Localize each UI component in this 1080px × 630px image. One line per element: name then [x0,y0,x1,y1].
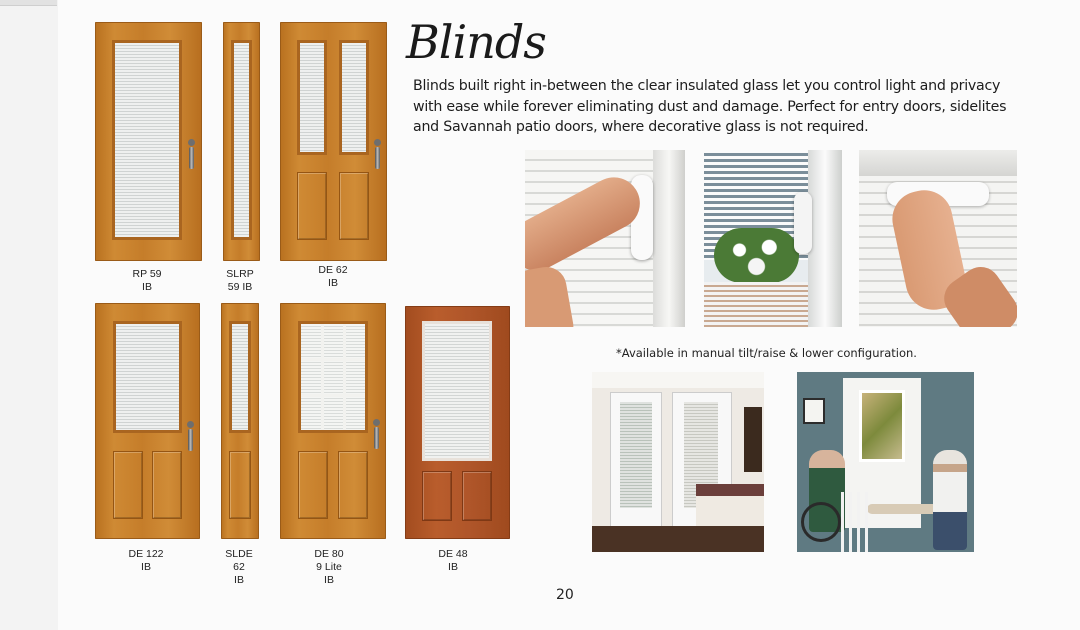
half-lite-blind-glass [113,321,182,433]
half-lite-blind-glass [422,321,492,461]
wrist-image [525,264,577,327]
sidelite-blind-glass [231,40,252,240]
full-lite-blind-glass [112,40,182,240]
left-panel [297,172,327,240]
entry-door-glass [859,390,905,462]
grille-bar [343,324,346,430]
photo-hand-raise-control [859,150,1017,327]
photo-bedroom-patio-doors [592,372,764,552]
left-panel [298,451,328,519]
door-label-slrp59: SLRP 59 IB [226,268,254,293]
door-frame-stile [653,150,685,327]
right-panel [152,451,182,519]
door-label-de122: DE 122 IB [128,548,164,573]
door-rp59 [95,22,202,261]
right-blind-glass [339,40,369,155]
door-label-de62: DE 62 IB [318,264,348,289]
left-door-glass [620,402,652,508]
nine-lite-blind-glass [298,321,368,433]
photo-blinds-outdoor-view [704,150,842,327]
page-corner-tab [0,0,57,6]
door-de80-9lite [280,303,386,539]
door-frame-stile [808,150,842,327]
chair [841,492,871,552]
wall-picture [744,407,762,472]
tilt-slider-knob [794,192,812,254]
sidelite-slde62 [221,303,259,539]
photo-hand-tilt-control [525,150,685,327]
ceiling [592,372,764,388]
wall-art [803,398,825,424]
door-de62 [280,22,387,261]
door-label-de80: DE 80 9 Lite IB [314,548,344,586]
right-panel [339,172,369,240]
left-panel [113,451,143,519]
product-description: Blinds built right in-between the clear insulated glass let you control light and privacy with ease while forever eliminating dust and damage. Perfect for entry doors, sidelites and Savannah patio doors, where decorative glass is not required. [413,78,1007,135]
door-handle-icon [375,147,380,169]
left-panel [422,471,452,521]
door-label-de48: DE 48 IB [438,548,468,573]
sidelite-slrp59 [223,22,260,261]
head-rail [859,150,1017,176]
page-number: 20 [556,587,574,603]
photo-kitchen-couple [797,372,974,552]
floor [592,526,764,552]
door-label-slde62: SLDE 62 IB [225,548,253,586]
right-panel [338,451,368,519]
window-sill [704,282,808,327]
flower-bush [714,228,799,283]
sidelite-panel [229,451,251,519]
door-de48 [405,306,510,539]
sidelite-blind-glass [229,321,251,433]
wheelchair-wheel [801,502,841,542]
door-de122 [95,303,200,539]
availability-note: *Available in manual tilt/raise & lower configuration. [616,346,917,360]
grille-bar [321,324,324,430]
bed [696,484,764,526]
grille-bar [301,358,365,361]
left-blind-glass [297,40,327,155]
door-handle-icon [374,427,379,449]
door-handle-icon [188,429,193,451]
grille-bar [301,394,365,397]
door-label-rp59: RP 59 IB [132,268,162,293]
door-handle-icon [189,147,194,169]
woman-seated [933,450,967,550]
right-panel [462,471,492,521]
page-title: Blinds [406,15,546,69]
